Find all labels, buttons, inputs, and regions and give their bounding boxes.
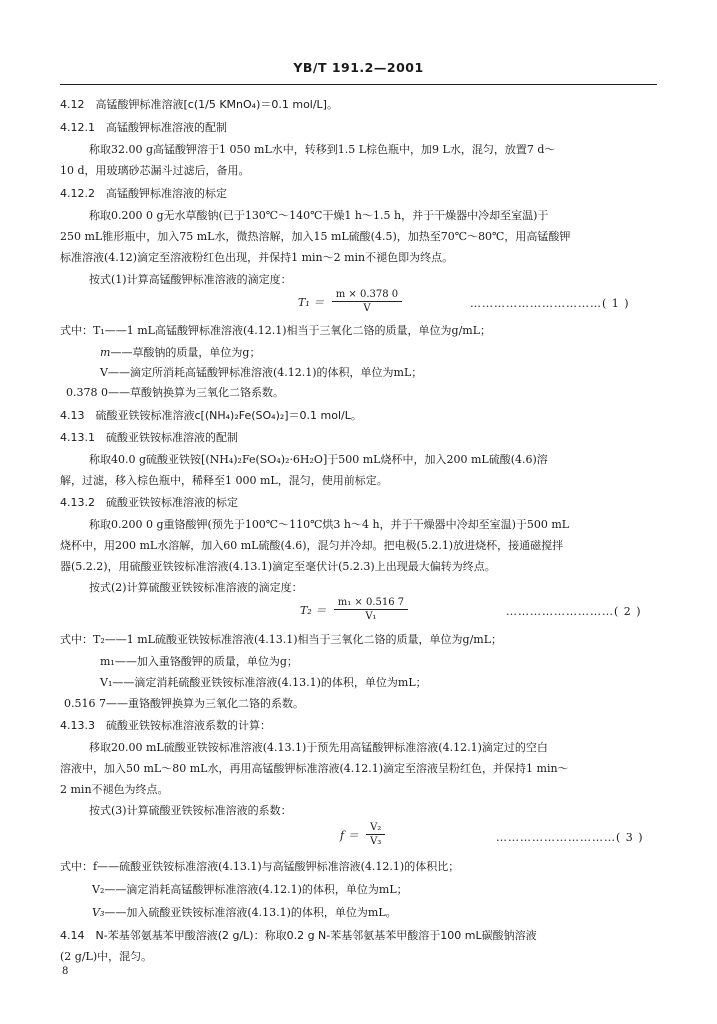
where-item	[100, 346, 260, 360]
page-number: 8	[62, 966, 69, 977]
fraction-denominator: V₁	[365, 611, 377, 622]
formula-lhs: T₁ ＝	[298, 295, 325, 309]
paragraph-line: 移取20.00 mL硫酸亚铁铵标准溶液(4.13.1)于预先用高锰酸钾标准溶液(4.12.1)滴定过的空白	[89, 741, 548, 754]
where-definition: 1 mL高锰酸钾标准溶液(4.12.1)相当于三氧化二铬的质量，单位为g/mL；	[126, 324, 492, 337]
formula-where-label	[60, 324, 491, 338]
equation-number-label: ( 2 )	[614, 605, 642, 618]
section-4-13-3-title: 4.13.3 硫酸亚铁铵标准溶液系数的计算：	[60, 719, 271, 732]
where-symbol: m	[100, 346, 111, 359]
formula-1	[298, 289, 402, 314]
paragraph-line: 250 mL锥形瓶中，加入75 mL水，微热溶解，加入15 mL硫酸(4.5)，加热至70℃～80℃，用高锰酸钾	[60, 230, 571, 243]
equation-number: ………………………( 2 )	[506, 605, 642, 618]
section-4-13-title: 4.13 硫酸亚铁铵标准溶液c[(NH₄)₂Fe(SO₄)₂]＝0.1 mol/L。	[60, 409, 362, 422]
where-item: V₁——滴定消耗硫酸亚铁铵标准溶液(4.13.1)的体积，单位为mL；	[100, 676, 427, 689]
paragraph-line: 称取0.200 0 g重铬酸钾(预先于100℃～110℃烘3 h～4 h，并于干燥器中冷却至室温)于500 mL	[89, 518, 570, 531]
where-symbol: V₃	[92, 906, 105, 919]
formula-intro: 按式(2)计算硫酸亚铁铵标准溶液的滴定度：	[89, 581, 303, 594]
where-item: m₁——加入重铬酸钾的质量，单位为g；	[100, 655, 298, 668]
where-definition: ——草酸钠的质量，单位为g；	[110, 346, 261, 359]
fraction	[334, 597, 408, 622]
where-definition: ——加入硫酸亚铁铵标准溶液(4.13.1)的体积，单位为mL。	[104, 906, 397, 919]
where-symbol: 式中：T₁——	[60, 324, 127, 337]
formula-lhs: f ＝	[340, 828, 359, 842]
fraction-numerator: m₁ × 0.516 7	[334, 597, 408, 610]
where-item: 式中：f——硫酸亚铁铵标准溶液(4.13.1)与高锰酸钾标准溶液(4.12.1)的体积比；	[60, 860, 460, 873]
equation-number-label: ( 1 )	[602, 297, 630, 310]
fraction	[332, 289, 402, 314]
paragraph-line: 溶液中，加入50 mL～80 mL水，再用高锰酸钾标准溶液(4.12.1)滴定至溶液呈粉红色，并保持1 min～	[60, 762, 569, 775]
formula-lhs: T₂ ＝	[300, 603, 327, 617]
section-4-12-title: 4.12 高锰酸钾标准溶液[c(1/5 KMnO₄)＝0.1 mol/L]。	[60, 98, 338, 111]
fraction-denominator: V	[363, 303, 371, 314]
section-4-12-1-title: 4.12.1 高锰酸钾标准溶液的配制	[60, 121, 227, 134]
paragraph-line: 称取0.200 0 g无水草酸钠(已于130℃～140℃干燥1 h～1.5 h，并于干燥器中冷却至室温)于	[89, 209, 549, 222]
equation-number: …………………………( 3 )	[496, 831, 644, 844]
formula-intro: 按式(3)计算硫酸亚铁铵标准溶液的系数：	[89, 804, 292, 817]
paragraph-line: 解，过滤，移入棕色瓶中，稀释至1 000 mL，混匀，使用前标定。	[60, 474, 388, 487]
section-4-14-line: 4.14 N-苯基邻氨基苯甲酸溶液(2 g/L)：称取0.2 g N-苯基邻氨基苯甲酸溶于100 mL碳酸钠溶液	[60, 929, 537, 942]
paragraph-line: 2 min不褪色为终点。	[60, 783, 169, 796]
where-item: 0.516 7——重铬酸钾换算为三氧化二铬的系数。	[64, 697, 304, 710]
fraction-numerator: m × 0.378 0	[332, 289, 402, 302]
formula-3	[340, 822, 385, 847]
paragraph-line: (2 g/L)中，混匀。	[60, 950, 153, 963]
where-item: V——滴定所消耗高锰酸钾标准溶液(4.12.1)的体积，单位为mL；	[100, 366, 423, 379]
formula-2	[300, 597, 408, 622]
paragraph-line: 标准溶液(4.12)滴定至溶液粉红色出现，并保持1 min～2 min不褪色即为终点。	[60, 251, 454, 264]
paragraph-line: 称取40.0 g硫酸亚铁铵[(NH₄)₂Fe(SO₄)₂·6H₂O]于500 mL烧杯中，加入200 mL硫酸(4.6)溶	[89, 453, 548, 466]
standard-code-header: YB/T 191.2—2001	[293, 60, 424, 75]
formula-intro: 按式(1)计算高锰酸钾标准溶液的滴定度：	[89, 273, 292, 286]
where-item: V₂——滴定消耗高锰酸钾标准溶液(4.12.1)的体积，单位为mL；	[92, 883, 408, 896]
fraction-numerator: V₂	[366, 822, 385, 835]
paragraph-line: 烧杯中，用200 mL水溶解，加入60 mL硫酸(4.6)，混匀并冷却。把电极(5.2.1)放进烧杯，接通磁搅拌	[60, 539, 564, 552]
section-4-13-1-title: 4.13.1 硫酸亚铁铵标准溶液的配制	[60, 431, 238, 444]
where-item: 0.378 0——草酸钠换算为三氧化二铬系数。	[66, 386, 284, 399]
equation-number-label: ( 3 )	[616, 831, 644, 844]
where-item	[92, 906, 397, 920]
section-4-13-2-title: 4.13.2 硫酸亚铁铵标准溶液的标定	[60, 496, 238, 509]
equation-number: ……………………………( 1 )	[470, 297, 630, 310]
paragraph-line: 器(5.2.2)，用硫酸亚铁铵标准溶液(4.13.1)滴定至毫伏计(5.2.3)上出现最大偏转为终点。	[60, 560, 496, 573]
section-4-12-2-title: 4.12.2 高锰酸钾标准溶液的标定	[60, 187, 227, 200]
paragraph-line: 10 d，用玻璃砂芯漏斗过滤后，备用。	[60, 164, 250, 177]
paragraph-line: 称取32.00 g高锰酸钾溶于1 050 mL水中，转移到1.5 L棕色瓶中，加9 L水，混匀，放置7 d～	[89, 143, 556, 156]
fraction-denominator: V₃	[370, 836, 382, 847]
where-item: 式中：T₂——1 mL硫酸亚铁铵标准溶液(4.13.1)相当于三氧化二铬的质量，单位为g/mL；	[60, 633, 503, 646]
fraction	[366, 822, 385, 847]
header-rule	[60, 84, 657, 85]
